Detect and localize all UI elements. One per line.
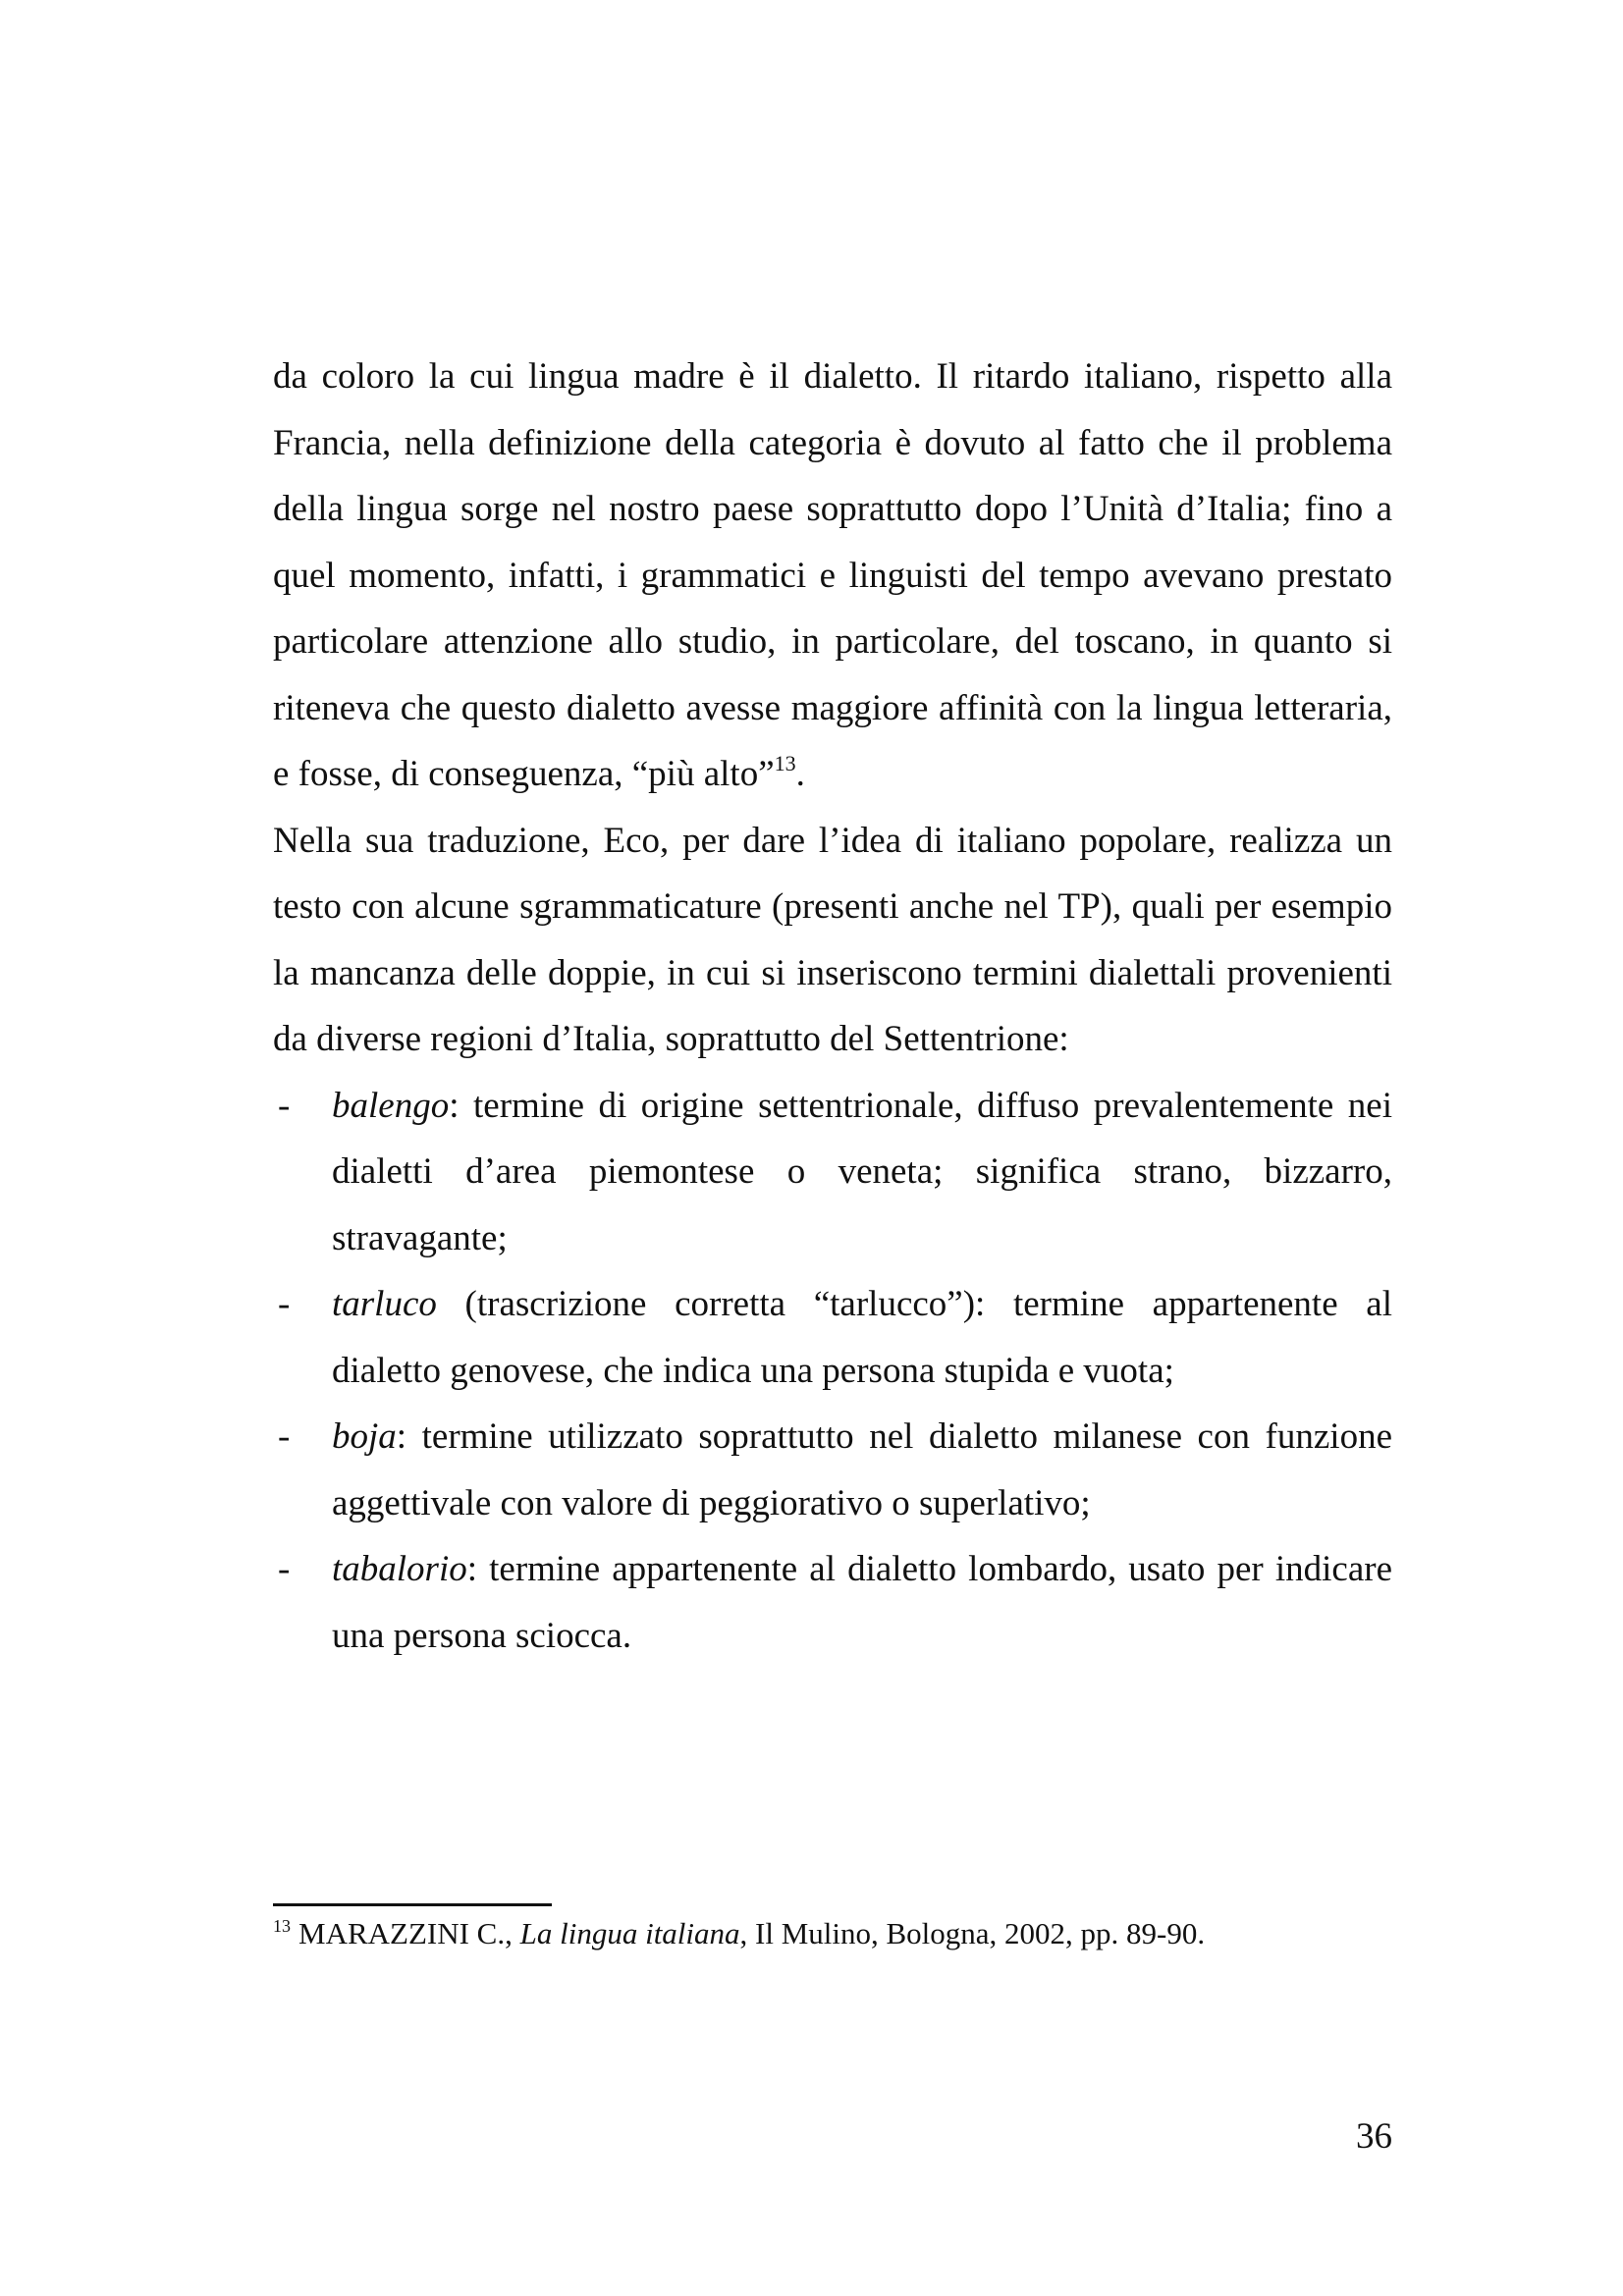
paragraph-1-text: da coloro la cui lingua madre è il dialetto. Il ritardo italiano, rispetto alla Francia, nella definizione della categoria è dovuto al fatto che il problema della lingua sorge nel nostro paese soprattutto dopo l’Unità d’Italia; fino a quel momento, infatti, i grammatici e linguisti del tempo avevano prestato particolare attenzione allo studio, in particolare, del toscano, in quanto si riteneva che questo dialetto avesse maggiore affinità con la lingua letteraria, e fosse, di conseguenza, “più alto” [273, 356, 1392, 794]
term-balengo: balengo [332, 1085, 450, 1126]
list-item [273, 1404, 1392, 1536]
term-definition: (trascrizione corretta “tarlucco”): termine appartenente al dialetto genovese, che indica una persona stupida e vuota; [332, 1284, 1392, 1391]
paragraph-1-end: . [795, 754, 805, 794]
body-text [273, 344, 1392, 1669]
footnote-author: MARAZZINI C., [298, 1916, 520, 1950]
list-item [273, 1271, 1392, 1404]
list-item [273, 1073, 1392, 1272]
footnote-reference: 13 [774, 751, 796, 775]
dialect-terms-list [273, 1073, 1392, 1670]
footnote-separator [273, 1903, 552, 1906]
paragraph-1 [273, 344, 1392, 808]
term-definition: : termine appartenente al dialetto lombardo, usato per indicare una persona sciocca. [332, 1549, 1392, 1656]
list-dash: - [278, 1284, 291, 1324]
paragraph-2: Nella sua traduzione, Eco, per dare l’idea di italiano popolare, realizza un testo con alcune sgrammaticature (presenti anche nel TP), quali per esempio la mancanza delle doppie, in cui si inseriscono termini dialettali provenienti da diverse regioni d’Italia, soprattutto del Settentrione: [273, 820, 1392, 1059]
page-number: 36 [1356, 2116, 1392, 2157]
list-dash: - [278, 1549, 291, 1589]
term-definition: : termine di origine settentrionale, diffuso prevalentemente nei dialetti d’area piemontese o veneta; significa strano, bizzarro, stravagante; [332, 1085, 1392, 1258]
term-boja: boja [332, 1416, 397, 1457]
footnote [273, 1912, 1392, 1955]
footnote-title: La lingua italiana [519, 1916, 740, 1950]
list-dash: - [278, 1085, 291, 1126]
footnote-publication: , Il Mulino, Bologna, 2002, pp. 89-90. [739, 1916, 1206, 1950]
list-item [273, 1536, 1392, 1669]
footnote-number: 13 [273, 1916, 291, 1936]
list-dash: - [278, 1416, 291, 1457]
term-tabalorio: tabalorio [332, 1549, 467, 1589]
term-tarluco: tarluco [332, 1284, 437, 1324]
term-definition: : termine utilizzato soprattutto nel dialetto milanese con funzione aggettivale con valore di peggiorativo o superlativo; [332, 1416, 1392, 1523]
